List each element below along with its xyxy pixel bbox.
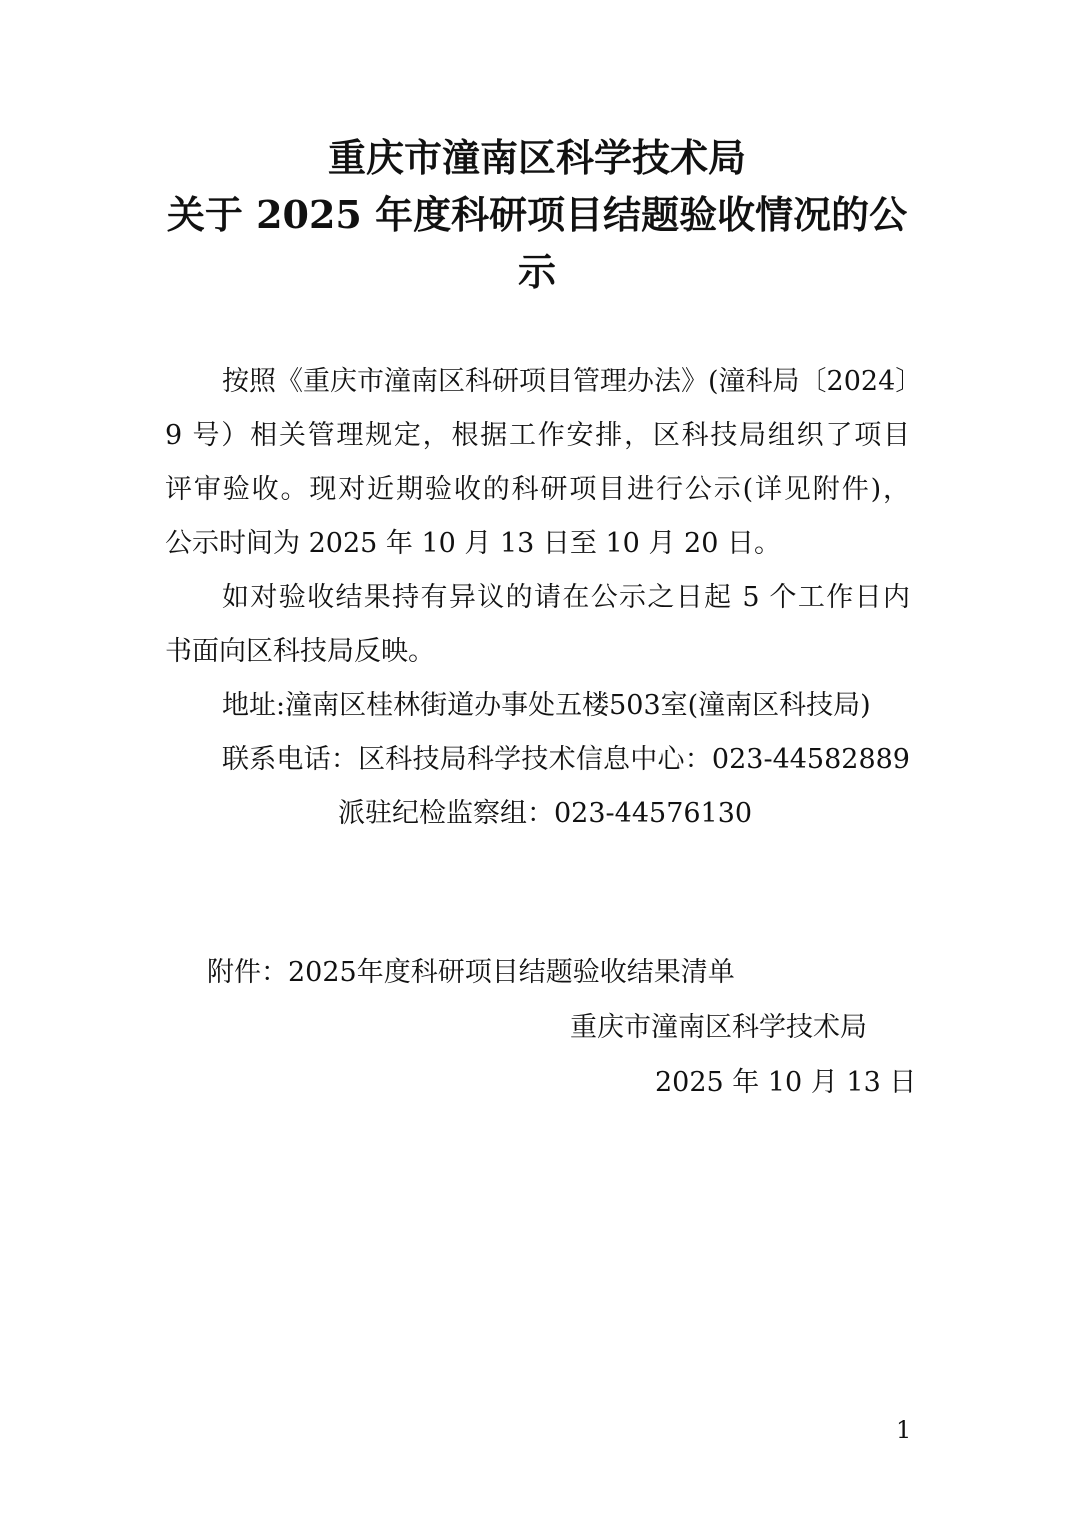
title-line-2: 关于 2025 年度科研项目结题验收情况的公 (166, 192, 908, 237)
paragraph-1-line-1: 按照《重庆市潼南区科研项目管理办法》(潼科局〔2024〕 (222, 366, 923, 397)
signature-date: 2025 年 10 月 13 日 (655, 1067, 917, 1098)
paragraph-2-line-2: 书面向区科技局反映。 (165, 636, 435, 667)
paragraph-1-line-4: 公示时间为 2025 年 10 月 13 日至 10 月 20 日。 (165, 528, 781, 559)
signature-organization: 重庆市潼南区科学技术局 (570, 1012, 867, 1043)
attachment-note: 附件：2025年度科研项目结题验收结果清单 (207, 957, 735, 988)
page-number: 1 (896, 1416, 912, 1444)
paragraph-1-line-3: 评审验收。现对近期验收的科研项目进行公示(详见附件)， (165, 474, 910, 505)
contact-phone-line: 联系电话：区科技局科学技术信息中心：023-44582889 (222, 744, 910, 775)
address-line: 地址:潼南区桂林街道办事处五楼503室(潼南区科技局) (222, 690, 871, 721)
title-line-3: 示 (517, 249, 556, 294)
paragraph-1-line-2: 9 号）相关管理规定，根据工作安排，区科技局组织了项目 (165, 420, 910, 451)
paragraph-2-line-1: 如对验收结果持有异议的请在公示之日起 5 个工作日内 (222, 582, 910, 613)
supervision-phone-line: 派驻纪检监察组：023-44576130 (338, 798, 753, 829)
title-line-1: 重庆市潼南区科学技术局 (327, 135, 746, 180)
